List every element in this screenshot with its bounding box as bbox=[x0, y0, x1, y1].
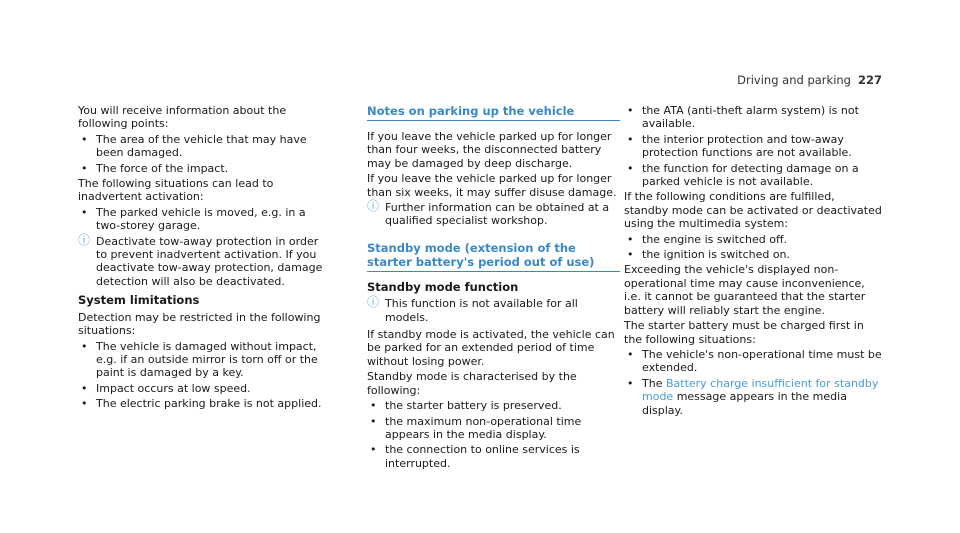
list-item: • the ignition is switched on. bbox=[624, 248, 882, 261]
note-text: Deactivate tow-away protection in order to prevent inadvertent activation. If you deactivate tow-away protection, damage detection will also be deactivated. bbox=[96, 234, 323, 288]
list-item: • The vehicle's non-operational time must be extended. bbox=[624, 348, 882, 375]
list-item: • the engine is switched off. bbox=[624, 233, 882, 246]
list-item: • the function for detecting damage on a parked vehicle is not available. bbox=[624, 162, 882, 189]
list-item: • the starter battery is preserved. bbox=[367, 399, 620, 412]
limits-text: Detection may be restricted in the following situations: bbox=[78, 310, 321, 338]
standby-list bbox=[367, 399, 620, 470]
paragraph: The starter battery must be charged first in the following situations: bbox=[624, 319, 864, 346]
info-note-icon: ⓘ bbox=[78, 232, 91, 247]
section-title: Driving and parking bbox=[737, 73, 851, 87]
column-3 bbox=[624, 104, 882, 419]
list-item: • The electric parking brake is not applied. bbox=[78, 397, 331, 410]
list-item: • The parked vehicle is moved, e.g. in a two-storey garage. bbox=[78, 206, 331, 233]
conditions-list bbox=[624, 233, 882, 262]
column-1 bbox=[78, 104, 331, 413]
list-item: • The area of the vehicle that may have been damaged. bbox=[78, 133, 331, 160]
page-header bbox=[737, 73, 882, 87]
list-item: • The force of the impact. bbox=[78, 162, 331, 175]
limits-list bbox=[78, 340, 331, 411]
situations-list bbox=[78, 206, 331, 233]
info-note-icon: ⓘ bbox=[367, 295, 380, 310]
standby-function-heading: Standby mode function bbox=[367, 279, 519, 294]
intro-text: You will receive information about the following points: bbox=[78, 104, 287, 131]
list-item: • the maximum non-operational time appears in the media display. bbox=[367, 415, 620, 442]
paragraph: Exceeding the vehicle's displayed non-operational time may cause inconvenience, i.e. it cannot be guaranteed that the starter battery will reliably start the engine. bbox=[624, 263, 866, 317]
parking-up-heading: Notes on parking up the vehicle bbox=[367, 104, 620, 121]
list-item bbox=[624, 377, 882, 417]
paragraph: If you leave the vehicle parked up for longer than four weeks, the disconnected battery may be damaged by deep discharge. bbox=[367, 130, 612, 170]
list-item: • the connection to online services is interrupted. bbox=[367, 443, 620, 470]
list-item: • the ATA (anti-theft alarm system) is not available. bbox=[624, 104, 882, 131]
system-limitations-heading: System limitations bbox=[78, 293, 200, 308]
item-suffix: message appears in the media display. bbox=[642, 390, 847, 417]
item-prefix: The bbox=[642, 376, 663, 390]
list-item: • the interior protection and tow-away protection functions are not available. bbox=[624, 133, 882, 160]
column-2 bbox=[367, 104, 620, 472]
intro-list bbox=[78, 133, 331, 175]
note bbox=[367, 297, 620, 324]
page-number: 227 bbox=[857, 73, 882, 87]
info-note-icon: ⓘ bbox=[367, 199, 380, 214]
note-text: This function is not available for all models. bbox=[385, 297, 578, 324]
standby-mode-heading: Standby mode (extension of the starter battery's period out of use) bbox=[367, 241, 620, 272]
standby-list-continued bbox=[624, 104, 882, 188]
note bbox=[78, 232, 331, 289]
note bbox=[367, 201, 620, 228]
paragraph: If the following conditions are fulfilled, standby mode can be activated or deactivated using the multimedia system: bbox=[624, 190, 882, 231]
list-item: • The vehicle is damaged without impact, e.g. if an outside mirror is torn off or the paint is damaged by a key. bbox=[78, 340, 331, 380]
display-message-link[interactable]: Battery charge insufficient for standby mode bbox=[642, 376, 879, 404]
paragraph: If you leave the vehicle parked up for longer than six weeks, it may suffer disuse damage. bbox=[367, 172, 617, 199]
paragraph: Standby mode is characterised by the following: bbox=[367, 370, 577, 397]
paragraph: If standby mode is activated, the vehicle can be parked for an extended period of time without losing power. bbox=[367, 328, 615, 368]
note-text: Further information can be obtained at a qualified specialist workshop. bbox=[385, 201, 610, 228]
list-item: • Impact occurs at low speed. bbox=[78, 382, 331, 395]
situations-text: The following situations can lead to inadvertent activation: bbox=[78, 177, 274, 204]
charging-situations-list bbox=[624, 348, 882, 417]
